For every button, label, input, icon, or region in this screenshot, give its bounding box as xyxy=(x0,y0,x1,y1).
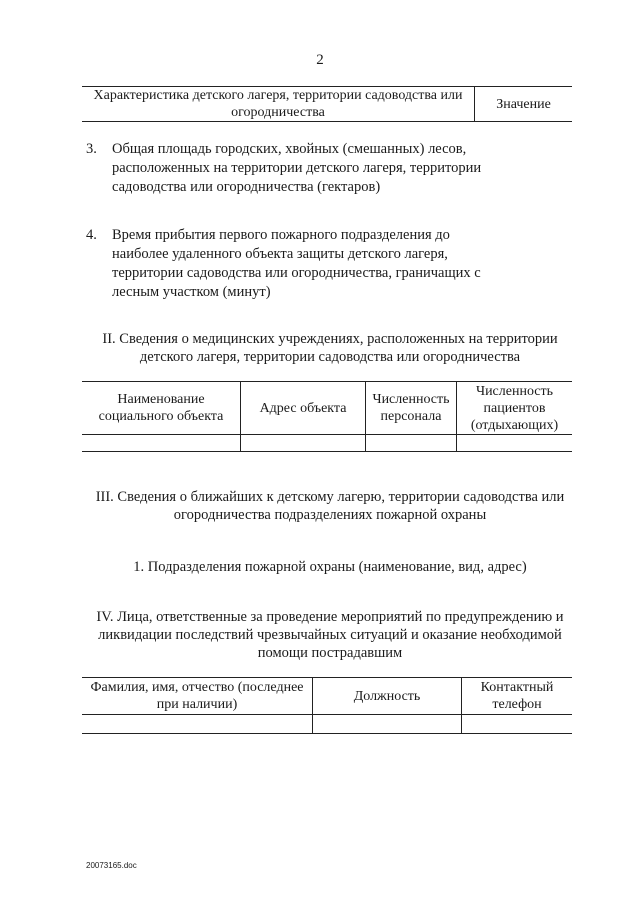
col-header-patients: Численность пациентов (отдыхающих) xyxy=(470,383,559,433)
item-text: Время прибытия первого пожарного подразделения до наиболее удаленного объекта защиты детского лагеря, территории садоводства или огородничества, граничащих с лесным участком (минут) xyxy=(112,227,481,300)
item-number: 3. xyxy=(86,141,97,157)
section-4-title: IV. Лица, ответственные за проведение мероприятий по предупреждению и ликвидации последствий чрезвычайных ситуаций и оказание необходимой помощи пострадавшим xyxy=(96,609,564,661)
characteristics-header-table xyxy=(82,86,572,122)
col-header-phone: Контактный телефон xyxy=(480,680,554,712)
col-header-position: Должность xyxy=(313,678,462,715)
table-row xyxy=(82,435,572,452)
header-value: Значение xyxy=(496,96,551,112)
medical-institutions-table xyxy=(82,381,572,452)
page-number: 2 xyxy=(316,52,324,68)
list-item-4 xyxy=(86,226,486,306)
table-row xyxy=(82,715,572,734)
section-3-item: 1. Подразделения пожарной охраны (наименование, вид, адрес) xyxy=(133,559,527,575)
header-characteristic: Характеристика детского лагеря, территории садоводства или огородничества xyxy=(82,87,475,122)
item-text: Общая площадь городских, хвойных (смешанных) лесов, расположенных на территории детского лагеря, территории садоводства или огородничества (гектаров) xyxy=(112,141,482,195)
section-2-title: II. Сведения о медицинских учреждениях, расположенных на территории детского лагеря, территории садоводства или огородничества xyxy=(102,331,558,365)
col-header-name: Наименование социального объекта xyxy=(82,382,241,435)
responsible-persons-table xyxy=(82,677,572,734)
footer-filename: 20073165.doc xyxy=(86,861,137,870)
section-3-title: III. Сведения о ближайших к детскому лагерю, территории садоводства или огородничества подразделениях пожарной охраны xyxy=(95,489,565,523)
col-header-address: Адрес объекта xyxy=(241,382,366,435)
col-header-staff: Численность персонала xyxy=(366,382,457,435)
col-header-full-name: Фамилия, имя, отчество (последнее при наличии) xyxy=(82,678,313,715)
item-number: 4. xyxy=(86,227,97,243)
list-item-3 xyxy=(86,140,486,220)
